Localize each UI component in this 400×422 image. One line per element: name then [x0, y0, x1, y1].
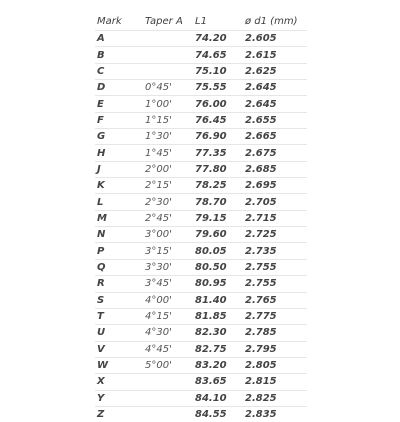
cell-l1: 82.30 — [193, 325, 243, 341]
cell-taper: 3°00' — [143, 227, 193, 243]
cell-mark: D — [95, 80, 143, 96]
table-row — [95, 31, 307, 47]
table-header — [95, 13, 307, 31]
cell-mark: B — [95, 47, 143, 63]
table-row — [95, 80, 307, 96]
cell-mark: P — [95, 243, 143, 259]
cell-l1: 74.20 — [193, 31, 243, 47]
cell-l1: 84.10 — [193, 390, 243, 406]
table-row — [95, 292, 307, 308]
cell-mark: N — [95, 227, 143, 243]
cell-mark: H — [95, 145, 143, 161]
cell-d1: 2.805 — [243, 357, 307, 373]
cell-l1: 76.00 — [193, 96, 243, 112]
cell-l1: 79.60 — [193, 227, 243, 243]
cell-mark: K — [95, 178, 143, 194]
table-row — [95, 178, 307, 194]
cell-taper: 2°45' — [143, 210, 193, 226]
table-row — [95, 390, 307, 406]
cell-l1: 77.35 — [193, 145, 243, 161]
cell-l1: 83.65 — [193, 374, 243, 390]
cell-mark: E — [95, 96, 143, 112]
cell-taper: 3°15' — [143, 243, 193, 259]
cell-d1: 2.695 — [243, 178, 307, 194]
header-l1: L1 — [193, 13, 243, 31]
cell-d1: 2.755 — [243, 276, 307, 292]
cell-taper: 4°45' — [143, 341, 193, 357]
table-row — [95, 227, 307, 243]
cell-l1: 80.05 — [193, 243, 243, 259]
cell-taper — [143, 374, 193, 390]
table-row — [95, 243, 307, 259]
cell-l1: 81.40 — [193, 292, 243, 308]
cell-taper: 3°30' — [143, 259, 193, 275]
cell-mark: Z — [95, 406, 143, 422]
header-row — [95, 13, 307, 31]
cell-taper: 0°45' — [143, 80, 193, 96]
cell-mark: J — [95, 161, 143, 177]
cell-mark: M — [95, 210, 143, 226]
cell-d1: 2.625 — [243, 63, 307, 79]
cell-mark: V — [95, 341, 143, 357]
cell-d1: 2.825 — [243, 390, 307, 406]
table-row — [95, 406, 307, 422]
cell-taper: 1°00' — [143, 96, 193, 112]
taper-spec-table — [95, 13, 307, 422]
table-row — [95, 161, 307, 177]
cell-taper — [143, 31, 193, 47]
cell-taper: 3°45' — [143, 276, 193, 292]
table-row — [95, 63, 307, 79]
cell-l1: 83.20 — [193, 357, 243, 373]
cell-taper: 4°15' — [143, 308, 193, 324]
cell-l1: 76.90 — [193, 129, 243, 145]
cell-d1: 2.725 — [243, 227, 307, 243]
table-row — [95, 47, 307, 63]
cell-d1: 2.735 — [243, 243, 307, 259]
cell-d1: 2.765 — [243, 292, 307, 308]
table-row — [95, 325, 307, 341]
cell-l1: 82.75 — [193, 341, 243, 357]
cell-d1: 2.645 — [243, 80, 307, 96]
table-row — [95, 259, 307, 275]
cell-l1: 79.15 — [193, 210, 243, 226]
cell-d1: 2.785 — [243, 325, 307, 341]
cell-taper: 2°30' — [143, 194, 193, 210]
table-row — [95, 341, 307, 357]
cell-taper — [143, 390, 193, 406]
cell-d1: 2.795 — [243, 341, 307, 357]
cell-taper: 2°15' — [143, 178, 193, 194]
cell-mark: F — [95, 112, 143, 128]
table-row — [95, 194, 307, 210]
table-row — [95, 308, 307, 324]
header-mark: Mark — [95, 13, 143, 31]
cell-l1: 76.45 — [193, 112, 243, 128]
table-row — [95, 276, 307, 292]
cell-taper: 1°30' — [143, 129, 193, 145]
cell-mark: T — [95, 308, 143, 324]
cell-mark: W — [95, 357, 143, 373]
cell-d1: 2.835 — [243, 406, 307, 422]
cell-d1: 2.775 — [243, 308, 307, 324]
header-d1: ø d1 (mm) — [243, 13, 307, 31]
cell-l1: 75.55 — [193, 80, 243, 96]
cell-mark: L — [95, 194, 143, 210]
table-row — [95, 112, 307, 128]
cell-taper: 1°45' — [143, 145, 193, 161]
table-row — [95, 374, 307, 390]
header-taper: Taper A — [143, 13, 193, 31]
cell-d1: 2.755 — [243, 259, 307, 275]
cell-d1: 2.605 — [243, 31, 307, 47]
cell-mark: Y — [95, 390, 143, 406]
cell-l1: 78.25 — [193, 178, 243, 194]
table-row — [95, 357, 307, 373]
cell-taper: 2°00' — [143, 161, 193, 177]
cell-d1: 2.715 — [243, 210, 307, 226]
cell-taper — [143, 63, 193, 79]
cell-l1: 78.70 — [193, 194, 243, 210]
cell-taper: 4°00' — [143, 292, 193, 308]
cell-mark: Q — [95, 259, 143, 275]
cell-taper — [143, 47, 193, 63]
cell-d1: 2.675 — [243, 145, 307, 161]
cell-mark: A — [95, 31, 143, 47]
table-row — [95, 145, 307, 161]
table-row — [95, 129, 307, 145]
cell-l1: 84.55 — [193, 406, 243, 422]
cell-mark: R — [95, 276, 143, 292]
cell-mark: G — [95, 129, 143, 145]
cell-taper: 4°30' — [143, 325, 193, 341]
table-row — [95, 96, 307, 112]
cell-mark: U — [95, 325, 143, 341]
cell-d1: 2.705 — [243, 194, 307, 210]
cell-d1: 2.815 — [243, 374, 307, 390]
cell-d1: 2.645 — [243, 96, 307, 112]
cell-l1: 81.85 — [193, 308, 243, 324]
cell-d1: 2.655 — [243, 112, 307, 128]
cell-taper: 1°15' — [143, 112, 193, 128]
cell-d1: 2.685 — [243, 161, 307, 177]
cell-taper: 5°00' — [143, 357, 193, 373]
cell-l1: 77.80 — [193, 161, 243, 177]
cell-taper — [143, 406, 193, 422]
cell-l1: 75.10 — [193, 63, 243, 79]
cell-l1: 74.65 — [193, 47, 243, 63]
cell-mark: C — [95, 63, 143, 79]
table-body — [95, 31, 307, 422]
cell-mark: X — [95, 374, 143, 390]
cell-mark: S — [95, 292, 143, 308]
cell-l1: 80.50 — [193, 259, 243, 275]
cell-d1: 2.665 — [243, 129, 307, 145]
table-row — [95, 210, 307, 226]
cell-d1: 2.615 — [243, 47, 307, 63]
cell-l1: 80.95 — [193, 276, 243, 292]
